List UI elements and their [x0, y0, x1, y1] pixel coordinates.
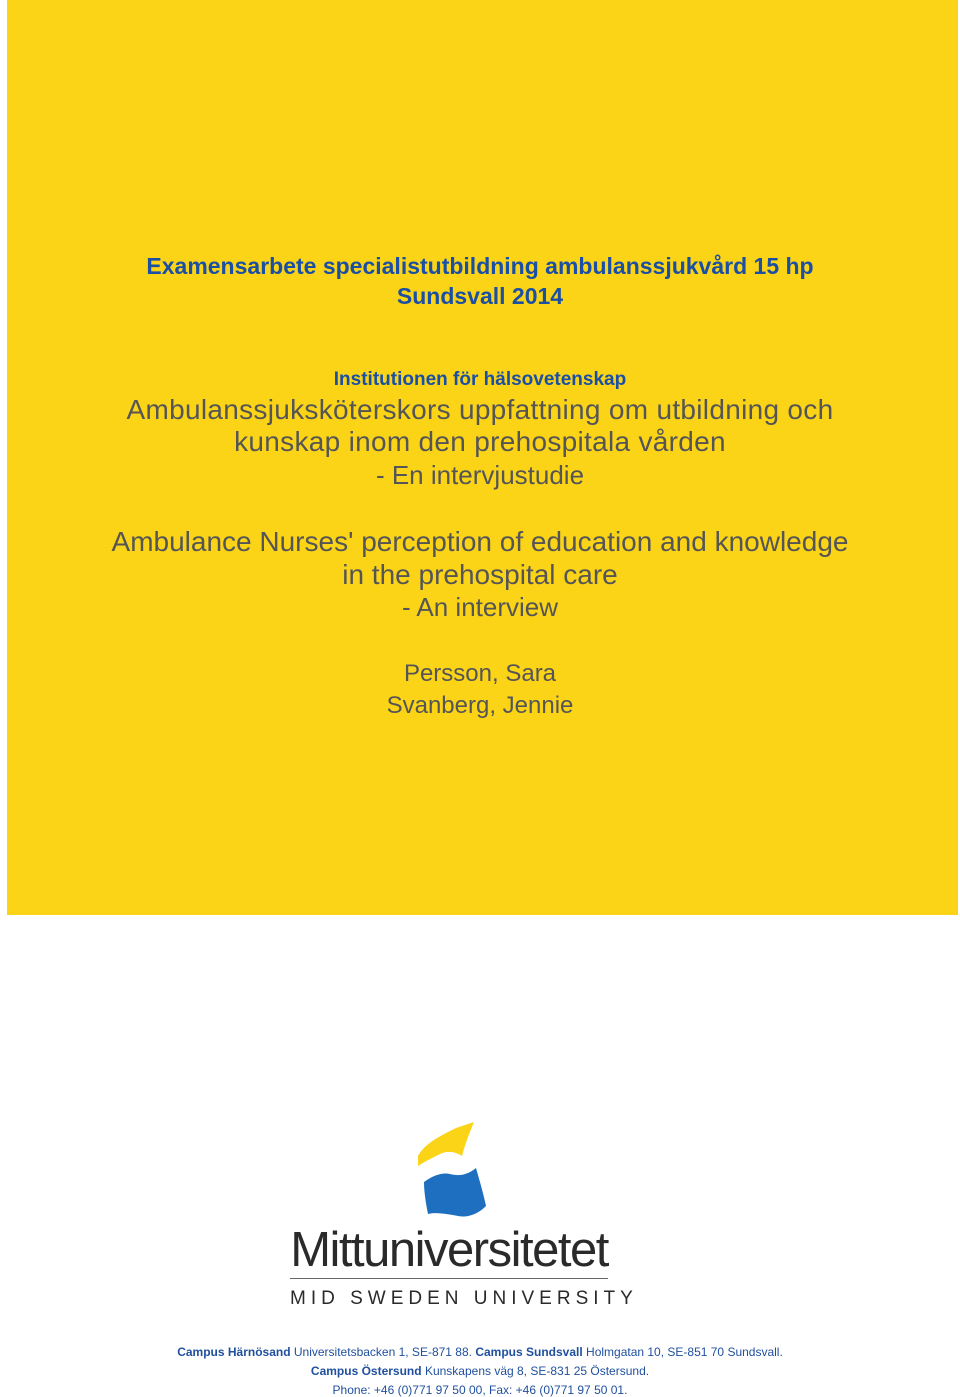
- logo-wordmark: Mittuniversitetet: [290, 1223, 608, 1277]
- author-2: Svanberg, Jennie: [386, 692, 574, 719]
- campus-sundsvall-name: Campus Sundsvall: [475, 1345, 583, 1359]
- author-1: Persson, Sara: [403, 660, 557, 687]
- subtitle-en: - An interview: [401, 592, 559, 622]
- title-sv-line2: kunskap inom den prehospitala vården: [234, 426, 726, 457]
- logo-yellow-shape: [418, 1122, 474, 1166]
- logo-tagline: MID SWEDEN UNIVERSITY: [290, 1288, 638, 1309]
- logo-blue-shape: [424, 1168, 486, 1217]
- footer-campus-line-1: [0, 1345, 960, 1359]
- footer-campus-line-2: [0, 1364, 960, 1378]
- subtitle-sv: - En intervjustudie: [375, 460, 585, 490]
- campus-ostersund-address: Kunskapens väg 8, SE-831 25 Östersund.: [421, 1364, 650, 1378]
- place-year: Sundsvall 2014: [396, 283, 564, 309]
- title-en-line2: in the prehospital care: [342, 559, 618, 590]
- campus-harnosand-name: Campus Härnösand: [177, 1345, 291, 1359]
- campus-sundsvall-address: Holmgatan 10, SE-851 70 Sundsvall.: [582, 1345, 783, 1359]
- department: Institutionen för hälsovetenskap: [333, 369, 627, 390]
- campus-harnosand-address: Universitetsbacken 1, SE-871 88.: [290, 1345, 476, 1359]
- footer-contact: Phone: +46 (0)771 97 50 00, Fax: +46 (0)771 97 50 01.: [332, 1383, 628, 1397]
- mid-sweden-university-logo-icon: [412, 1122, 488, 1218]
- campus-ostersund-name: Campus Östersund: [310, 1364, 422, 1378]
- title-en-line1: Ambulance Nurses' perception of education and knowledge: [111, 526, 849, 557]
- logo-divider: [290, 1278, 608, 1279]
- title-sv-line1: Ambulanssjuksköterskors uppfattning om utbildning och: [126, 394, 834, 425]
- course-line: Examensarbete specialistutbildning ambulanssjukvård 15 hp: [146, 253, 814, 279]
